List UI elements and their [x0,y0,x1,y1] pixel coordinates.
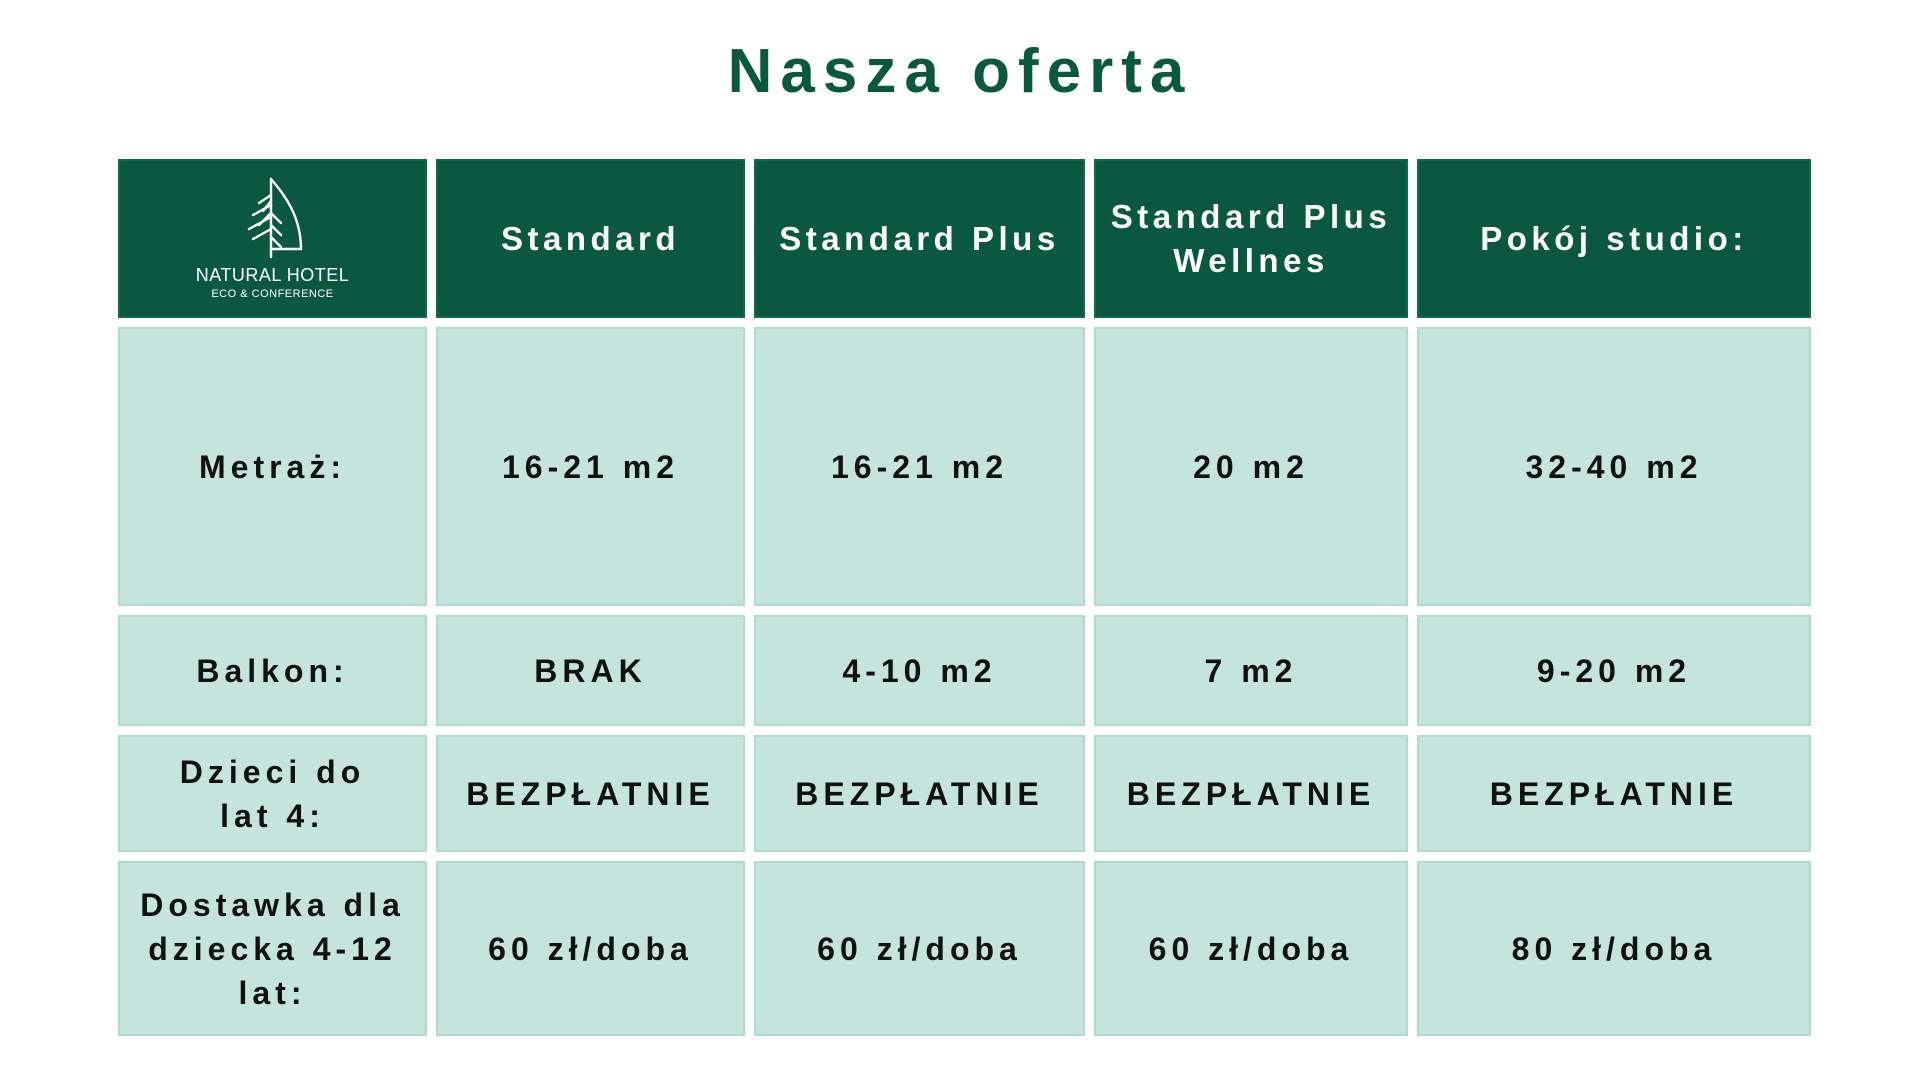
table-cell: BEZPŁATNIE [1094,735,1408,852]
hotel-logo [118,159,427,318]
logo-subtitle: ECO & CONFERENCE [211,287,334,300]
table-cell: 16-21 m2 [436,327,745,606]
row-label-dzieci: Dzieci do lat 4: [118,735,427,852]
column-header-standard-plus-wellnes: Standard Plus Wellnes [1094,159,1408,318]
table-cell: BEZPŁATNIE [1417,735,1811,852]
column-header-standard: Standard [436,159,745,318]
table-cell: BRAK [436,615,745,726]
table-cell: 9-20 m2 [1417,615,1811,726]
pine-tree-icon [241,177,305,259]
row-label-metraz: Metraż: [118,327,427,606]
table-cell: 7 m2 [1094,615,1408,726]
table-cell: 4-10 m2 [754,615,1085,726]
table-cell: 16-21 m2 [754,327,1085,606]
table-cell: 20 m2 [1094,327,1408,606]
column-header-standard-plus: Standard Plus [754,159,1085,318]
row-label-dostawka: Dostawka dla dziecka 4-12 lat: [118,861,427,1036]
logo-name: NATURAL HOTEL [195,264,350,285]
column-header-pokoj-studio: Pokój studio: [1417,159,1811,318]
table-cell: 60 zł/doba [1094,861,1408,1036]
table-cell: BEZPŁATNIE [754,735,1085,852]
table-cell: 80 zł/doba [1417,861,1811,1036]
page-title: Nasza oferta [727,37,1193,106]
table-cell: 32-40 m2 [1417,327,1811,606]
table-cell: 60 zł/doba [754,861,1085,1036]
row-label-balkon: Balkon: [118,615,427,726]
table-cell: BEZPŁATNIE [436,735,745,852]
table-cell: 60 zł/doba [436,861,745,1036]
